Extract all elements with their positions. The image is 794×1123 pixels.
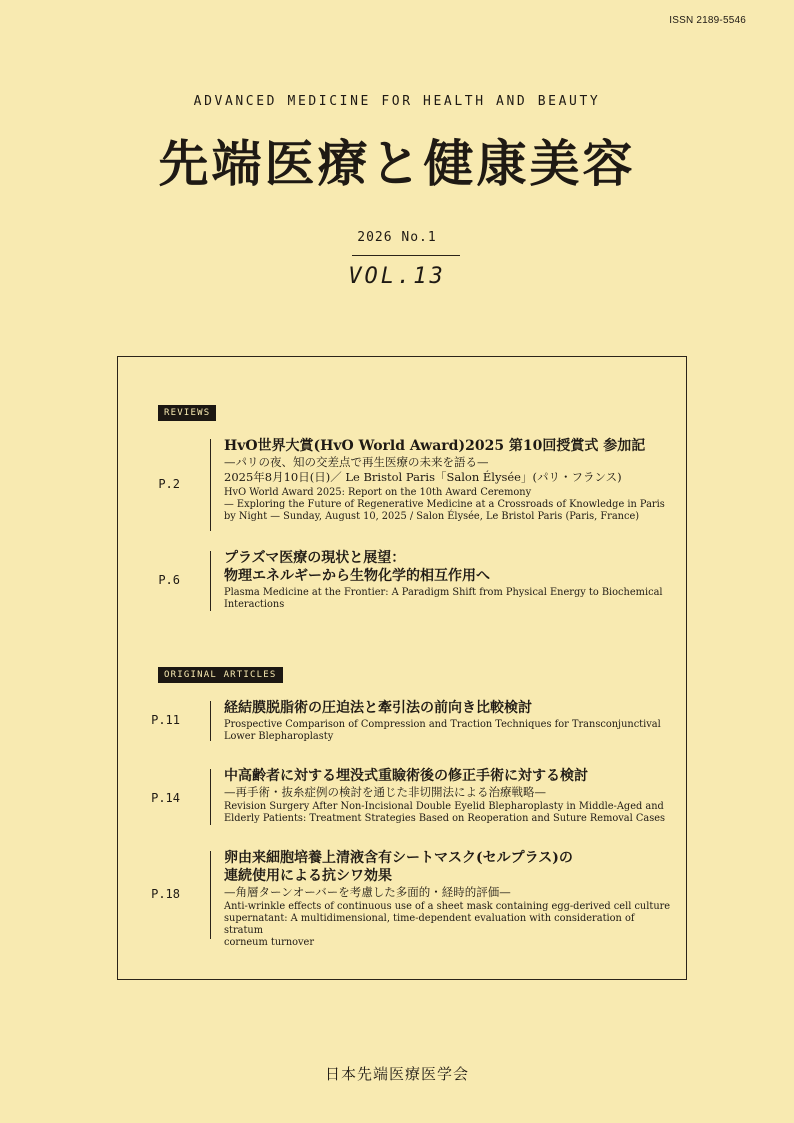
entry-title: HvO世界大賞(HvO World Award)2025 第10回授賞式 参加記 bbox=[224, 438, 646, 454]
entry-divider bbox=[210, 551, 211, 611]
entry-divider bbox=[210, 851, 211, 939]
entry-english-title: Interactions bbox=[224, 599, 285, 610]
entry-english-title: Lower Blepharoplasty bbox=[224, 731, 334, 742]
entry-title: 物理エネルギーから生物化学的相互作用へ bbox=[224, 568, 490, 584]
volume-number: VOL.13 bbox=[348, 264, 446, 289]
entry-divider bbox=[210, 701, 211, 741]
entry-english-title: HvO World Award 2025: Report on the 10th Award Ceremony bbox=[224, 487, 532, 498]
entry-divider bbox=[210, 769, 211, 825]
entry-subtitle: —再手術・抜糸症例の検討を通じた非切開法による治療戦略— bbox=[224, 785, 546, 799]
section-badge-reviews: REVIEWS bbox=[158, 405, 216, 421]
entry-body bbox=[224, 699, 674, 743]
page-number: P.14 bbox=[151, 791, 180, 805]
issue-divider bbox=[352, 255, 460, 256]
entry-english-title: Anti-wrinkle effects of continuous use of a sheet mask containing egg-derived cell culture bbox=[224, 901, 671, 912]
entry-divider bbox=[210, 439, 211, 531]
entry-subtitle: —角層ターンオーバーを考慮した多面的・経時的評価— bbox=[224, 885, 511, 899]
entry-english-title: by Night — Sunday, August 10, 2025 / Salon Élysée, Le Bristol Paris (Paris, France) bbox=[224, 511, 640, 522]
entry-title: 経結膜脱脂術の圧迫法と牽引法の前向き比較検討 bbox=[224, 700, 532, 716]
section-badge-original-articles: ORIGINAL ARTICLES bbox=[158, 667, 283, 683]
issue-number: 2026 No.1 bbox=[357, 230, 437, 245]
entry-body bbox=[224, 549, 674, 611]
page-number: P.11 bbox=[151, 713, 180, 727]
entry-body bbox=[224, 849, 674, 949]
entry-title: 中高齢者に対する埋没式重瞼術後の修正手術に対する検討 bbox=[224, 768, 588, 784]
page-number: P.6 bbox=[158, 573, 180, 587]
page-number: P.18 bbox=[151, 887, 180, 901]
entry-english-title: Elderly Patients: Treatment Strategies Based on Reoperation and Suture Removal Cases bbox=[224, 813, 666, 824]
entry-event-info: 2025年8月10日(日)／ Le Bristol Paris「Salon Élysée」(パリ・フランス) bbox=[224, 470, 622, 484]
table-of-contents bbox=[117, 356, 687, 980]
entry-english-title: Prospective Comparison of Compression and Traction Techniques for Transconjunctival bbox=[224, 719, 661, 730]
entry-english-title: corneum turnover bbox=[224, 937, 315, 948]
journal-title: 先端医療と健康美容 bbox=[158, 134, 636, 193]
entry-title: プラズマ医療の現状と展望： bbox=[224, 550, 406, 566]
entry-english-title: Revision Surgery After Non-Incisional Double Eyelid Blepharoplasty in Middle-Aged and bbox=[224, 801, 664, 812]
publisher-society: 日本先端医療医学会 bbox=[324, 1065, 469, 1083]
entry-english-title: Plasma Medicine at the Frontier: A Paradigm Shift from Physical Energy to Biochemical bbox=[224, 587, 663, 598]
journal-subtitle: ADVANCED MEDICINE FOR HEALTH AND BEAUTY bbox=[193, 94, 601, 109]
entry-subtitle: —パリの夜、知の交差点で再生医療の未来を語る— bbox=[224, 455, 489, 469]
entry-english-title: — Exploring the Future of Regenerative Medicine at a Crossroads of Knowledge in Paris bbox=[224, 499, 665, 510]
issn-number: ISSN 2189-5546 bbox=[669, 15, 746, 26]
entry-title: 卵由来細胞培養上清液含有シートマスク(セルプラス)の bbox=[224, 850, 573, 866]
entry-body bbox=[224, 437, 674, 523]
entry-title: 連続使用による抗シワ効果 bbox=[224, 868, 392, 884]
entry-body bbox=[224, 767, 674, 825]
entry-english-title: supernatant: A multidimensional, time-dependent evaluation with consideration of stratum bbox=[224, 913, 635, 936]
page-number: P.2 bbox=[158, 477, 180, 491]
